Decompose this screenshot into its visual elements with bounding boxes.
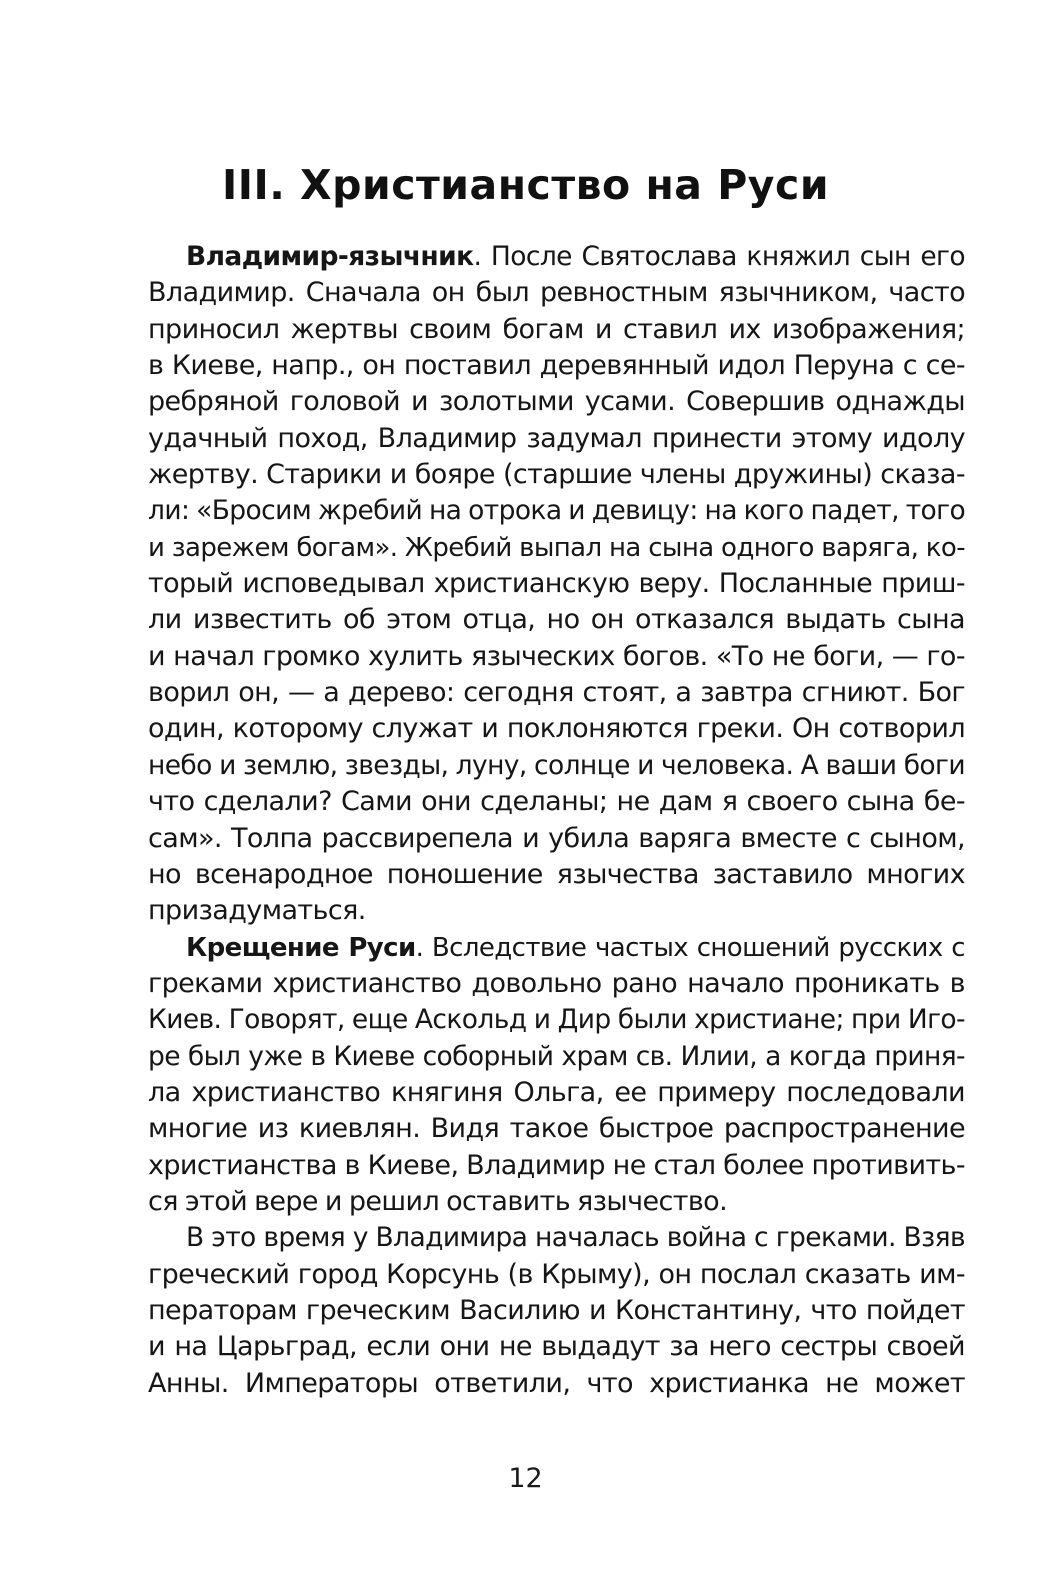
body-text [148, 239, 965, 1402]
paragraph-line: сам». Толпа рассвирепела и убила варяга вместе с сыном, [148, 822, 965, 854]
paragraph-line: греками христианство довольно рано начало проникать в [148, 967, 965, 999]
paragraph-line: многие из киевлян. Видя такое быстрое распространение [148, 1113, 965, 1145]
paragraph-line: но всенародное поношение язычества заставило многих [148, 858, 965, 890]
paragraph-heading: Крещение Руси [186, 932, 416, 963]
paragraph-line: призадуматься. [148, 895, 366, 927]
paragraph-line: торый исповедывал христианскую веру. Посланные приш- [148, 568, 965, 600]
paragraph-line: и зарежем богам». Жребий выпал на сына одного варяга, ко- [148, 532, 965, 563]
paragraph-line: В это время у Владимира началась война с греками. Взяв [186, 1222, 965, 1254]
paragraph-line: удачный поход, Владимир задумал принести этому идолу [148, 422, 965, 454]
paragraph-line: Крещение Руси. Вследствие частых сношений русских с [186, 932, 965, 963]
paragraph-line: ся этой вере и решил оставить язычество. [148, 1185, 728, 1217]
paragraph-line: и на Царьград, если они не выдадут за него сестры своей [148, 1331, 965, 1363]
page-number: 12 [508, 1463, 543, 1494]
paragraph-line: что сделали? Сами они сделаны; не дам я своего сына бе- [148, 786, 965, 818]
paragraph-line: Владимир. Сначала он был ревностным язычником, часто [148, 277, 965, 309]
paragraph-line: Киев. Говорят, еще Аскольд и Дир были христиане; при Иго- [148, 1004, 965, 1036]
paragraph-line: Анны. Императоры ответили, что христианка не может [148, 1367, 965, 1399]
paragraph-line: в Киеве, напр., он поставил деревянный идол Перуна с се- [148, 350, 965, 382]
paragraph-line: и начал громко хулить языческих богов. «То не боги, — го- [148, 640, 965, 672]
paragraph-heading: Владимир-язычник [186, 241, 474, 272]
chapter-title: III. Христианство на Руси [221, 161, 830, 209]
paragraph-line: жертву. Старики и бояре (старшие члены дружины) сказа- [148, 459, 965, 491]
paragraph-line: христианства в Киеве, Владимир не стал более противить- [148, 1149, 965, 1181]
paragraph-line: небо и землю, звезды, луну, солнце и человека. А ваши боги [148, 749, 965, 781]
paragraph-line: ли: «Бросим жребий на отрока и девицу: на кого падет, того [148, 495, 966, 527]
paragraph-line: ре был уже в Киеве соборный храм св. Илии, а когда приня- [148, 1040, 965, 1072]
paragraph-line: ли известить об этом отца, но он отказался выдать сына [148, 604, 965, 636]
paragraph-line: один, которому служат и поклоняются греки. Он сотворил [148, 713, 965, 745]
paragraph-line: ператорам греческим Василию и Константину, что пойдет [148, 1294, 965, 1326]
paragraph-line: Владимир-язычник. После Святослава княжил сын его [186, 241, 965, 272]
paragraph-line: приносил жертвы своим богам и ставил их изображения; [148, 313, 965, 345]
paragraph-line: ребряной головой и золотыми усами. Совершив однажды [148, 386, 965, 418]
paragraph-line: ла христианство княгиня Ольга, ее примеру последовали [148, 1076, 965, 1108]
paragraph-line: греческий город Корсунь (в Крыму), он послал сказать им- [148, 1258, 965, 1290]
paragraph-line: ворил он, — а дерево: сегодня стоят, а завтра сгниют. Бог [148, 677, 965, 709]
